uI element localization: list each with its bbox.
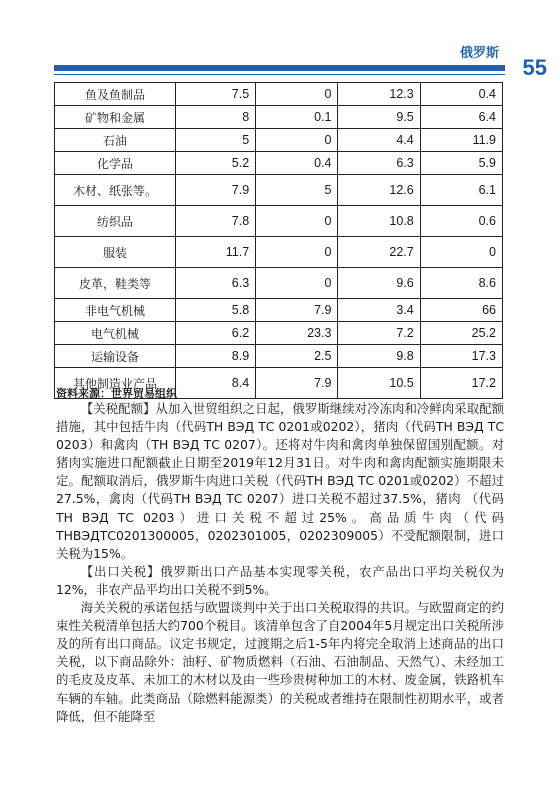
table-cell: 5.8 bbox=[176, 299, 256, 322]
table-cell: 9.5 bbox=[338, 106, 420, 129]
row-label: 纺织品 bbox=[55, 206, 176, 237]
row-label: 其他制造业产品 bbox=[55, 368, 176, 399]
header-rule-thin bbox=[54, 74, 505, 75]
table-cell: 10.5 bbox=[338, 368, 420, 399]
row-label: 石油 bbox=[55, 129, 176, 152]
table-cell: 7.9 bbox=[256, 368, 338, 399]
table-cell: 3.4 bbox=[338, 299, 420, 322]
table-cell: 5.2 bbox=[176, 152, 256, 175]
table-row bbox=[55, 237, 503, 268]
table-row bbox=[55, 83, 503, 106]
table-cell: 0 bbox=[256, 268, 338, 299]
row-label: 运输设备 bbox=[55, 345, 176, 368]
table-row bbox=[55, 129, 503, 152]
row-label: 非电气机械 bbox=[55, 299, 176, 322]
table-cell: 12.3 bbox=[338, 83, 420, 106]
source-note: 资料来源：世界贸易组织 bbox=[56, 387, 177, 400]
table-cell: 10.8 bbox=[338, 206, 420, 237]
table-cell: 7.8 bbox=[176, 206, 256, 237]
table-cell: 6.2 bbox=[176, 322, 256, 345]
table-cell: 7.9 bbox=[176, 175, 256, 206]
table-cell: 25.2 bbox=[420, 322, 502, 345]
table-cell: 8.9 bbox=[176, 345, 256, 368]
table-cell: 0.1 bbox=[256, 106, 338, 129]
row-label: 矿物和金属 bbox=[55, 106, 176, 129]
table-cell: 0 bbox=[256, 83, 338, 106]
table-cell: 12.6 bbox=[338, 175, 420, 206]
table-row bbox=[55, 299, 503, 322]
paragraph-export-tariff: 【出口关税】俄罗斯出口产品基本实现零关税，农产品出口平均关税仅为12%，非农产品平均出口关税不到5%。 bbox=[56, 563, 504, 597]
page-number: 55 bbox=[522, 55, 547, 80]
table-cell: 6.3 bbox=[176, 268, 256, 299]
table-cell: 6.1 bbox=[420, 175, 502, 206]
table-cell: 0.6 bbox=[420, 206, 502, 237]
table-row bbox=[55, 206, 503, 237]
table-cell: 17.2 bbox=[420, 368, 502, 399]
table-row bbox=[55, 345, 503, 368]
row-label: 鱼及鱼制品 bbox=[55, 83, 176, 106]
table-row bbox=[55, 322, 503, 345]
table-cell: 23.3 bbox=[256, 322, 338, 345]
body-text bbox=[56, 400, 504, 726]
table-cell: 0 bbox=[256, 206, 338, 237]
tariff-table bbox=[54, 82, 503, 399]
paragraph-eu-commitments: 海关关税的承诺包括与欧盟谈判中关于出口关税取得的共识。与欧盟商定的约束性关税清单包括大约700个税目。该清单包含了自2004年5月规定出口关税所涉及的所有出口商品。议定书规定，过渡期之后1-5年内将完全取消上述商品的出口关税，以下商品除外：油籽、矿物质燃料（石油、石油制品、天然气）、未经加工的毛皮及皮革、未加工的木材以及由一些珍贵树种加工的木材、废金属，铁路机车车辆的车轴。此类商品（除燃料能源类）的关税或者维持在限制性初期水平，或者降低，但不能降至 bbox=[56, 600, 504, 724]
table-cell: 11.7 bbox=[176, 237, 256, 268]
row-label: 化学品 bbox=[55, 152, 176, 175]
row-label: 皮革，鞋类等 bbox=[55, 268, 176, 299]
table-cell: 6.4 bbox=[420, 106, 502, 129]
row-label: 木材、纸张等。 bbox=[55, 175, 176, 206]
table-cell: 6.3 bbox=[338, 152, 420, 175]
table-cell: 7.2 bbox=[338, 322, 420, 345]
table-row bbox=[55, 152, 503, 175]
table-cell: 8.6 bbox=[420, 268, 502, 299]
table-cell: 7.9 bbox=[256, 299, 338, 322]
table-cell: 0 bbox=[256, 129, 338, 152]
row-label: 电气机械 bbox=[55, 322, 176, 345]
table-cell: 5 bbox=[176, 129, 256, 152]
header-country: 俄罗斯 bbox=[459, 46, 499, 61]
table-cell: 5.9 bbox=[420, 152, 502, 175]
table-cell: 0.4 bbox=[256, 152, 338, 175]
table-row bbox=[55, 268, 503, 299]
table-cell: 11.9 bbox=[420, 129, 502, 152]
table-cell: 0 bbox=[420, 237, 502, 268]
table-cell: 2.5 bbox=[256, 345, 338, 368]
table-cell: 22.7 bbox=[338, 237, 420, 268]
table-cell: 4.4 bbox=[338, 129, 420, 152]
table-cell: 17.3 bbox=[420, 345, 502, 368]
header-rule-thick bbox=[54, 65, 505, 71]
table-cell: 66 bbox=[420, 299, 502, 322]
table-cell: 8 bbox=[176, 106, 256, 129]
table-row bbox=[55, 175, 503, 206]
table-cell: 9.6 bbox=[338, 268, 420, 299]
table-cell: 0 bbox=[256, 237, 338, 268]
row-label: 服装 bbox=[55, 237, 176, 268]
table-cell: 8.4 bbox=[176, 368, 256, 399]
paragraph-tariff-quota: 【关税配额】从加入世贸组织之日起，俄罗斯继续对冷冻肉和冷鲜肉采取配额措施，其中包括牛肉（代码TH ВЭД ТС 0201或0202），猪肉（代码TH ВЭД ТС 0203）和禽肉（TH ВЭД ТС 0207）。还将对牛肉和禽肉单独保留国别配额。对猪肉实施进口配额截止日期至2019年12月31日。对牛肉和禽肉配额实施期限未定。配额取消后，俄罗斯牛肉进口关税（代码TH ВЭД ТС 0201或0202）不超过27.5%，禽肉（代码TH ВЭД ТС 0207）进口关税不超过37.5%，猪肉 （代码TH ВЭД ТС 0203）进口关税不超过25%。高品质牛肉（代码THВЭДТС0201300005，0202301005，0202309005）不受配额限制，进口关税为15%。 bbox=[56, 401, 504, 561]
table-cell: 5 bbox=[256, 175, 338, 206]
table-cell: 9.8 bbox=[338, 345, 420, 368]
table-row bbox=[55, 106, 503, 129]
table-cell: 7.5 bbox=[176, 83, 256, 106]
table-cell: 0.4 bbox=[420, 83, 502, 106]
